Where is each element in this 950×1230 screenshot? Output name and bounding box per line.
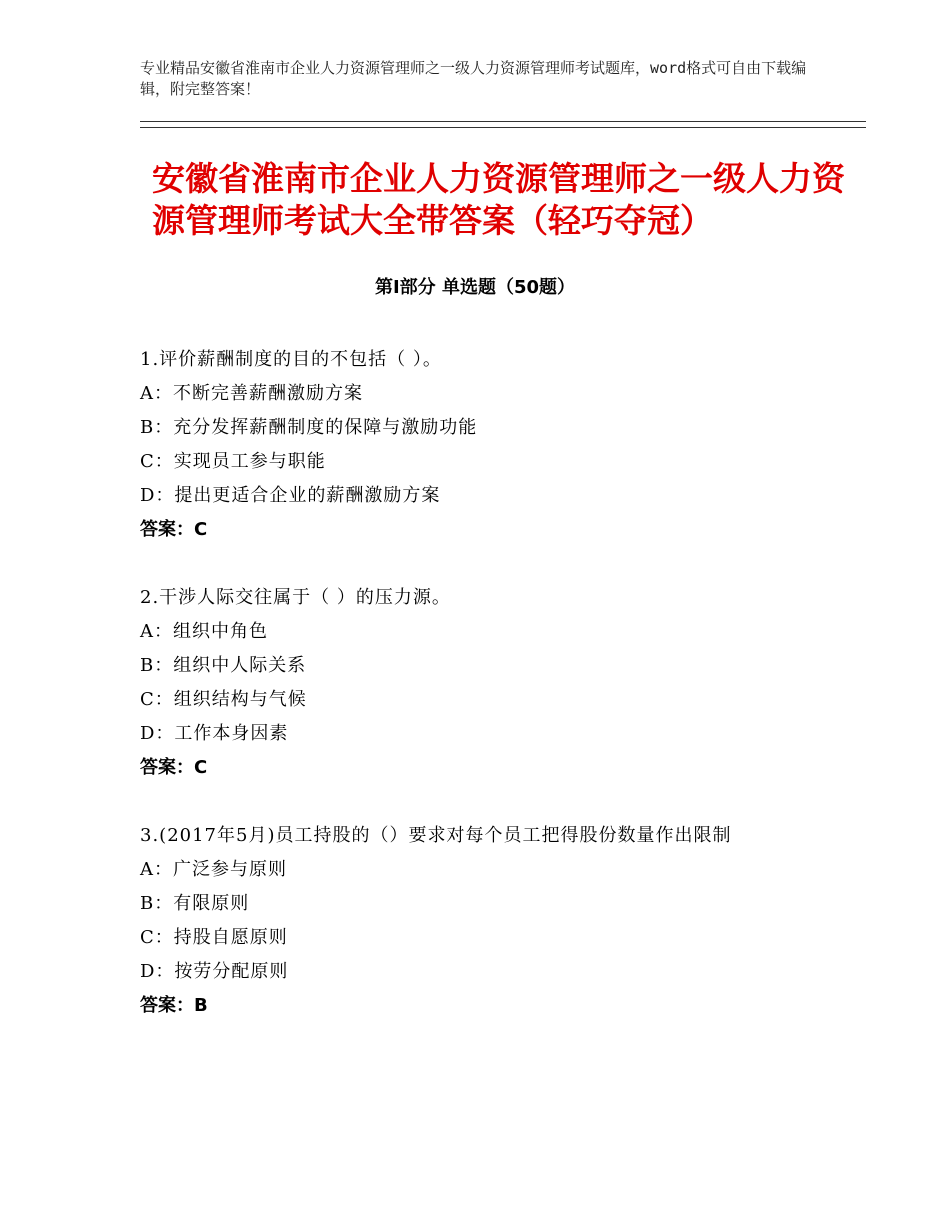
option-a: A：广泛参与原则 bbox=[140, 859, 287, 880]
option-a: A：组织中角色 bbox=[140, 621, 268, 642]
question-stem: 2.干涉人际交往属于（ ）的压力源。 bbox=[140, 587, 451, 608]
answer-line: 答案：B bbox=[140, 995, 208, 1016]
option-d: D：提出更适合企业的薪酬激励方案 bbox=[140, 485, 441, 506]
option-d: D：工作本身因素 bbox=[140, 723, 289, 744]
option-c: C：组织结构与气候 bbox=[140, 689, 307, 710]
answer-line: 答案：C bbox=[140, 757, 208, 778]
question-stem: 1.评价薪酬制度的目的不包括（ ）。 bbox=[140, 349, 442, 370]
question-item bbox=[140, 343, 820, 547]
option-b: B：有限原则 bbox=[140, 893, 250, 914]
question-stem: 3.(2017年5月)员工持股的（）要求对每个员工把得股份数量作出限制 bbox=[140, 825, 732, 846]
option-c: C：实现员工参与职能 bbox=[140, 451, 326, 472]
section-heading: 第Ⅰ部分 单选题（50题） bbox=[374, 277, 575, 298]
header-divider bbox=[140, 121, 866, 128]
question-item bbox=[140, 819, 820, 1023]
document-title: 安徽省淮南市企业人力资源管理师之一级人力资源管理师考试大全带答案（轻巧夺冠） bbox=[152, 159, 845, 240]
option-a: A：不断完善薪酬激励方案 bbox=[140, 383, 363, 404]
option-b: B：组织中人际关系 bbox=[140, 655, 307, 676]
option-d: D：按劳分配原则 bbox=[140, 961, 289, 982]
header-note: 专业精品安徽省淮南市企业人力资源管理师之一级人力资源管理师考试题库，word格式可自由下载编辑，附完整答案！ bbox=[140, 59, 807, 98]
answer-line: 答案：C bbox=[140, 519, 208, 540]
option-b: B：充分发挥薪酬制度的保障与激励功能 bbox=[140, 417, 478, 438]
option-c: C：持股自愿原则 bbox=[140, 927, 288, 948]
question-item bbox=[140, 581, 820, 785]
question-list bbox=[140, 343, 820, 1057]
